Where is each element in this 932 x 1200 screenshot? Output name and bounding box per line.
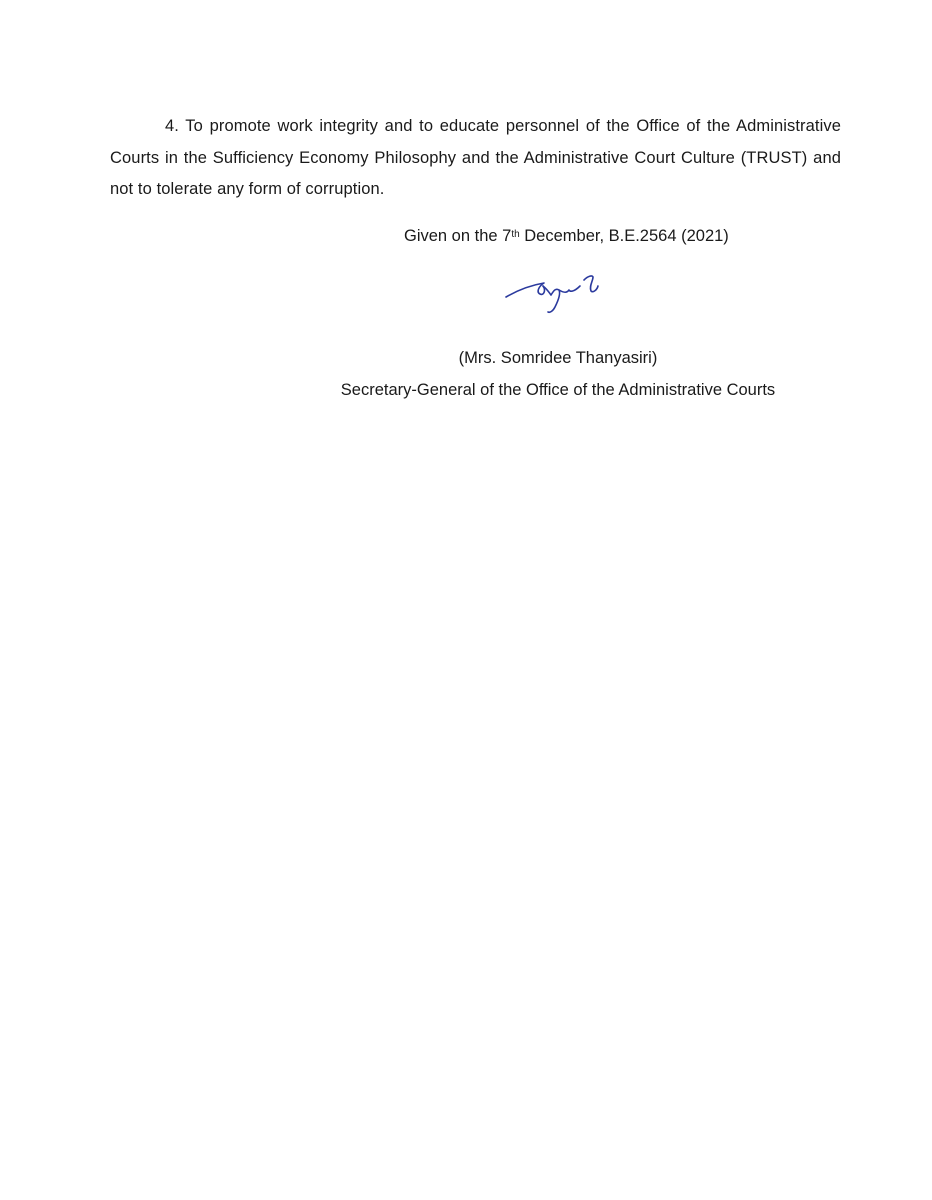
given-date-ordinal-suffix: th — [511, 229, 520, 240]
signatory-title: Secretary-General of the Office of the Administrative Courts — [340, 381, 776, 399]
given-date-line — [404, 222, 729, 253]
signatory-name: (Mrs. Somridee Thanyasiri) — [458, 349, 658, 367]
clause-4-paragraph: 4. To promote work integrity and to educate personnel of the Office of the Administrative Courts in the Sufficiency Economy Philosophy and the Administrative Court Culture (TRUST) and not to tolerate any form of corruption. — [110, 117, 841, 198]
given-date-suffix: December, B.E.2564 (2021) — [519, 227, 729, 245]
given-date-prefix: Given on the 7 — [404, 227, 512, 245]
signature-icon — [502, 268, 610, 318]
